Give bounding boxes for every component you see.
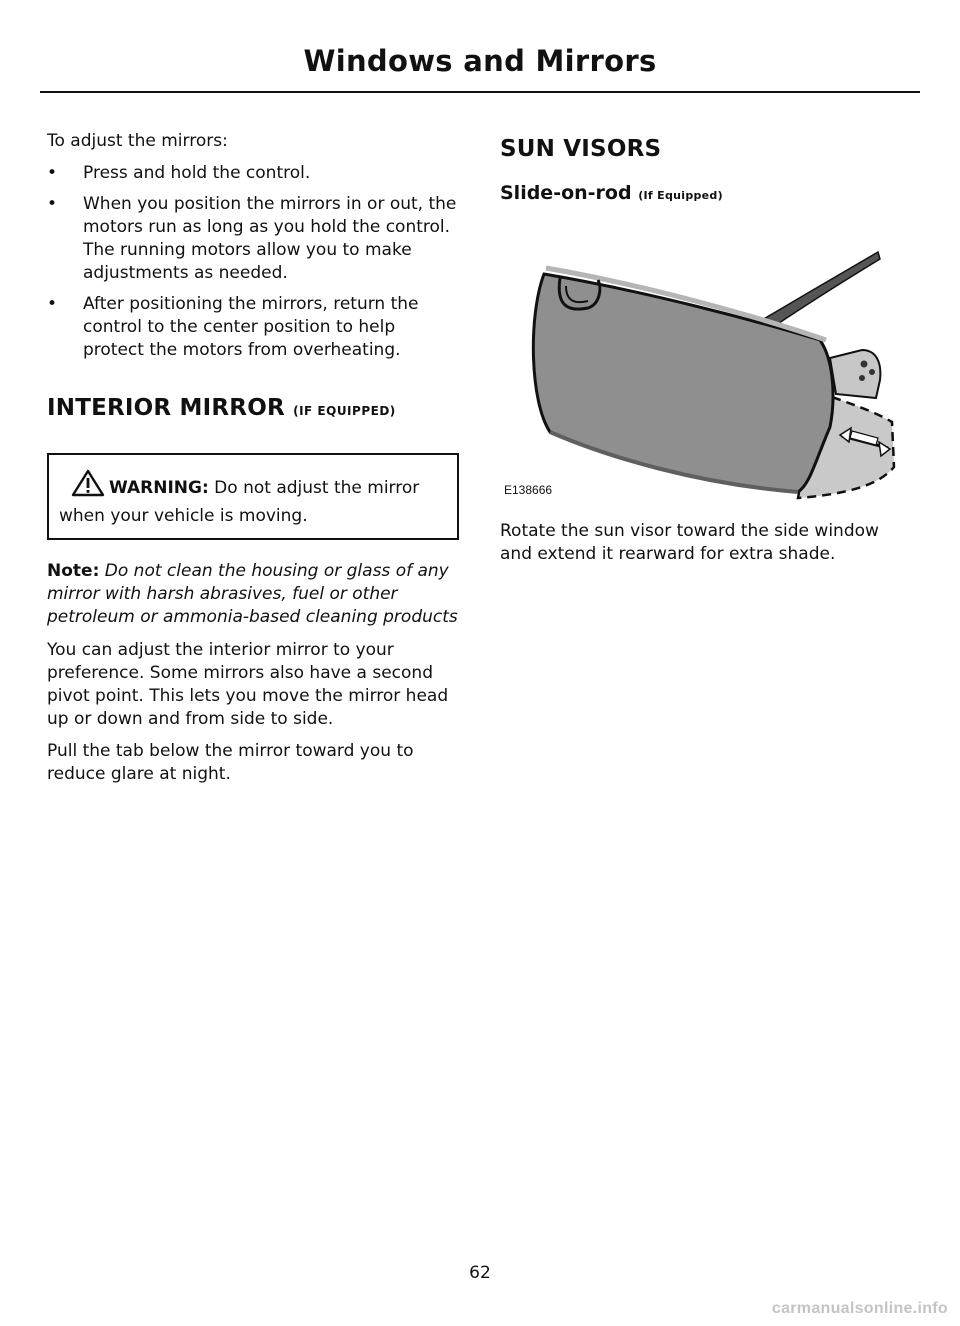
list-item-text: When you position the mirrors in or out, the motors run as long as you hold the control. The running motors allow you to make adjustments as needed. — [83, 194, 457, 283]
list-item-text: After positioning the mirrors, return the control to the center position to help protect the motors from overheating. — [83, 294, 419, 360]
left-column — [47, 130, 459, 795]
sun-visor-caption: Rotate the sun visor toward the side window and extend it rearward for extra shade. — [500, 521, 879, 564]
figure-id: E138666 — [504, 483, 553, 497]
interior-mirror-paragraph: You can adjust the interior mirror to your preference. Some mirrors also have a second pivot point. This lets you move the mirror head up or down and from side to side. — [47, 640, 449, 729]
subheading-qualifier: (If Equipped) — [638, 189, 723, 202]
list-item — [47, 293, 459, 362]
page-number: 62 — [469, 1263, 491, 1283]
interior-mirror-heading — [47, 394, 459, 425]
header-divider — [40, 91, 920, 93]
bullet-list — [47, 162, 459, 362]
warning-label: WARNING: — [109, 478, 209, 498]
list-item — [47, 162, 459, 185]
heading-text: INTERIOR MIRROR — [47, 395, 285, 421]
watermark: carmanualsonline.info — [771, 1300, 948, 1317]
list-item-text: Press and hold the control. — [83, 163, 311, 183]
bullet-glyph: • — [47, 163, 58, 183]
heading-qualifier: (IF EQUIPPED) — [293, 404, 396, 418]
glare-paragraph: Pull the tab below the mirror toward you to reduce glare at night. — [47, 741, 414, 784]
sun-visors-heading: SUN VISORS — [500, 136, 662, 162]
note-paragraph — [47, 560, 459, 629]
subheading-text: Slide-on-rod — [500, 182, 632, 204]
slide-on-rod-heading — [500, 181, 910, 208]
note-text: Do not clean the housing or glass of any mirror with harsh abrasives, fuel or other petroleum or ammonia-based cleaning products — [47, 561, 458, 627]
sun-visor-illustration — [500, 222, 910, 502]
bullet-glyph: • — [47, 294, 58, 314]
sun-visor-figure — [500, 222, 910, 502]
bullet-glyph: • — [47, 194, 58, 214]
page-title: Windows and Mirrors — [303, 44, 657, 78]
warning-box — [47, 453, 459, 540]
warning-triangle-icon — [71, 469, 105, 504]
intro-text: To adjust the mirrors: — [47, 131, 228, 151]
note-label: Note: — [47, 561, 100, 581]
warning-text: Do not adjust the mirror when your vehicle is moving. — [59, 478, 420, 526]
list-item — [47, 193, 459, 285]
right-column — [500, 130, 910, 575]
